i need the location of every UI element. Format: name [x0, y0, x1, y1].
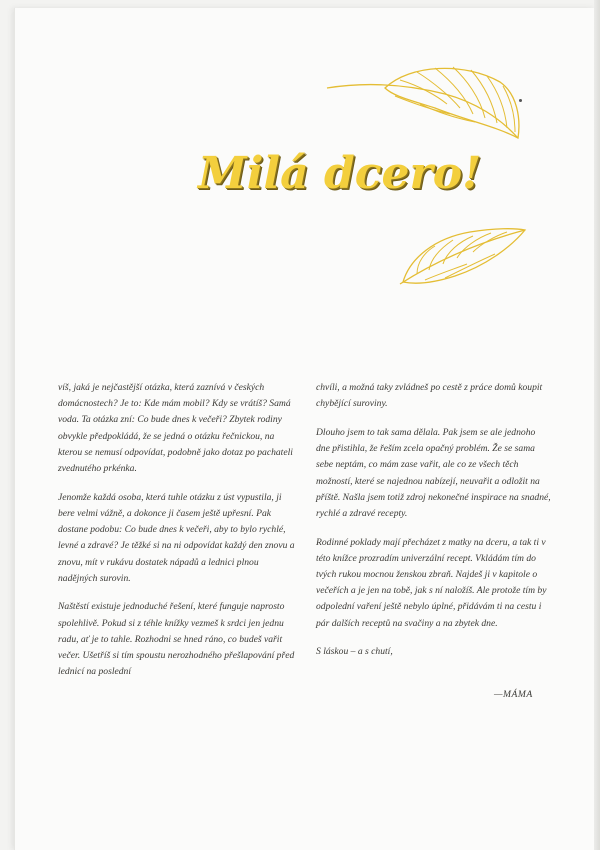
paragraph: Jenomže každá osoba, která tuhle otázku z úst vypustila, ji bere velmi vážně, a dokonce ji časem ještě upřesní. Pak dostane podobu: Co bude dnes k večeři, aby to bylo rychlé, levné a zdravé? Je těžké si na ni odpovídat každý den znovu a znovu, mít v rukávu dostatek nápadů a lednici plnou nadějných surovin.: [58, 491, 295, 584]
leaf-icon-small: [395, 218, 530, 288]
paragraph: Rodinné poklady mají přecházet z matky na dceru, a tak ti v této knížce prozradím univerzální recept. Vkládám tím do tvých rukou mocnou ženskou zbraň. Najdeš ji v kapitole o večeřích a je jen na tobě, jak s ní naložíš. Ale protože tím by odpolední vaření ještě nebylo úplné, přidávám ti na cestu i pár dalších receptů na svačiny a na zbytek dne.: [316, 536, 547, 629]
paragraph: chvíli, a možná taky zvládneš po cestě z práce domů koupit chybějící suroviny.: [316, 382, 543, 410]
paragraph: Dlouho jsem to tak sama dělala. Pak jsem se ale jednoho dne přistihla, že řeším zcela opačný problém. Že se sama sebe neptám, co mám zase vařit, ale co ze všech těch možností, které se najednou nabízejí, neuvařit a odložit na příště. Našla jsem totiž zdroj nekonečné inspirace na snadné, rychlé a zdravé recepty.: [316, 426, 551, 519]
page-title: Milá dcero!: [198, 148, 482, 199]
paragraph: víš, jaká je nejčastější otázka, která zaznívá v českých domácnostech? Je to: Kde mám mobil? Kdy se vrátíš? Samá voda. Ta otázka zní: Co bude dnes k večeři? Zbytek rodiny obvykle předpokládá, že se jedná o otázku řečnickou, na kterou se nemusí odpovídat, podobně jako dotaz po pachateli zvednutého prkénka.: [58, 382, 293, 475]
signature: —MÁMA: [494, 689, 533, 700]
leaf-icon: [325, 60, 525, 150]
letter-column-right: [316, 380, 551, 673]
closing-line: S láskou – a s chutí,: [316, 646, 393, 658]
letter-column-left: [58, 380, 296, 693]
dot-mark: [519, 99, 522, 102]
paragraph: Naštěstí existuje jednoduché řešení, které funguje naprosto spolehlivě. Pokud si z téhle knížky vezmeš k srdci jen jednu radu, ať je to tahle. Rozhodni se hned ráno, co budeš vařit večer. Ušetříš si tím spoustu nerozhodného přešlapování před lednicí na poslední: [58, 601, 295, 678]
page-edge: [594, 0, 600, 850]
